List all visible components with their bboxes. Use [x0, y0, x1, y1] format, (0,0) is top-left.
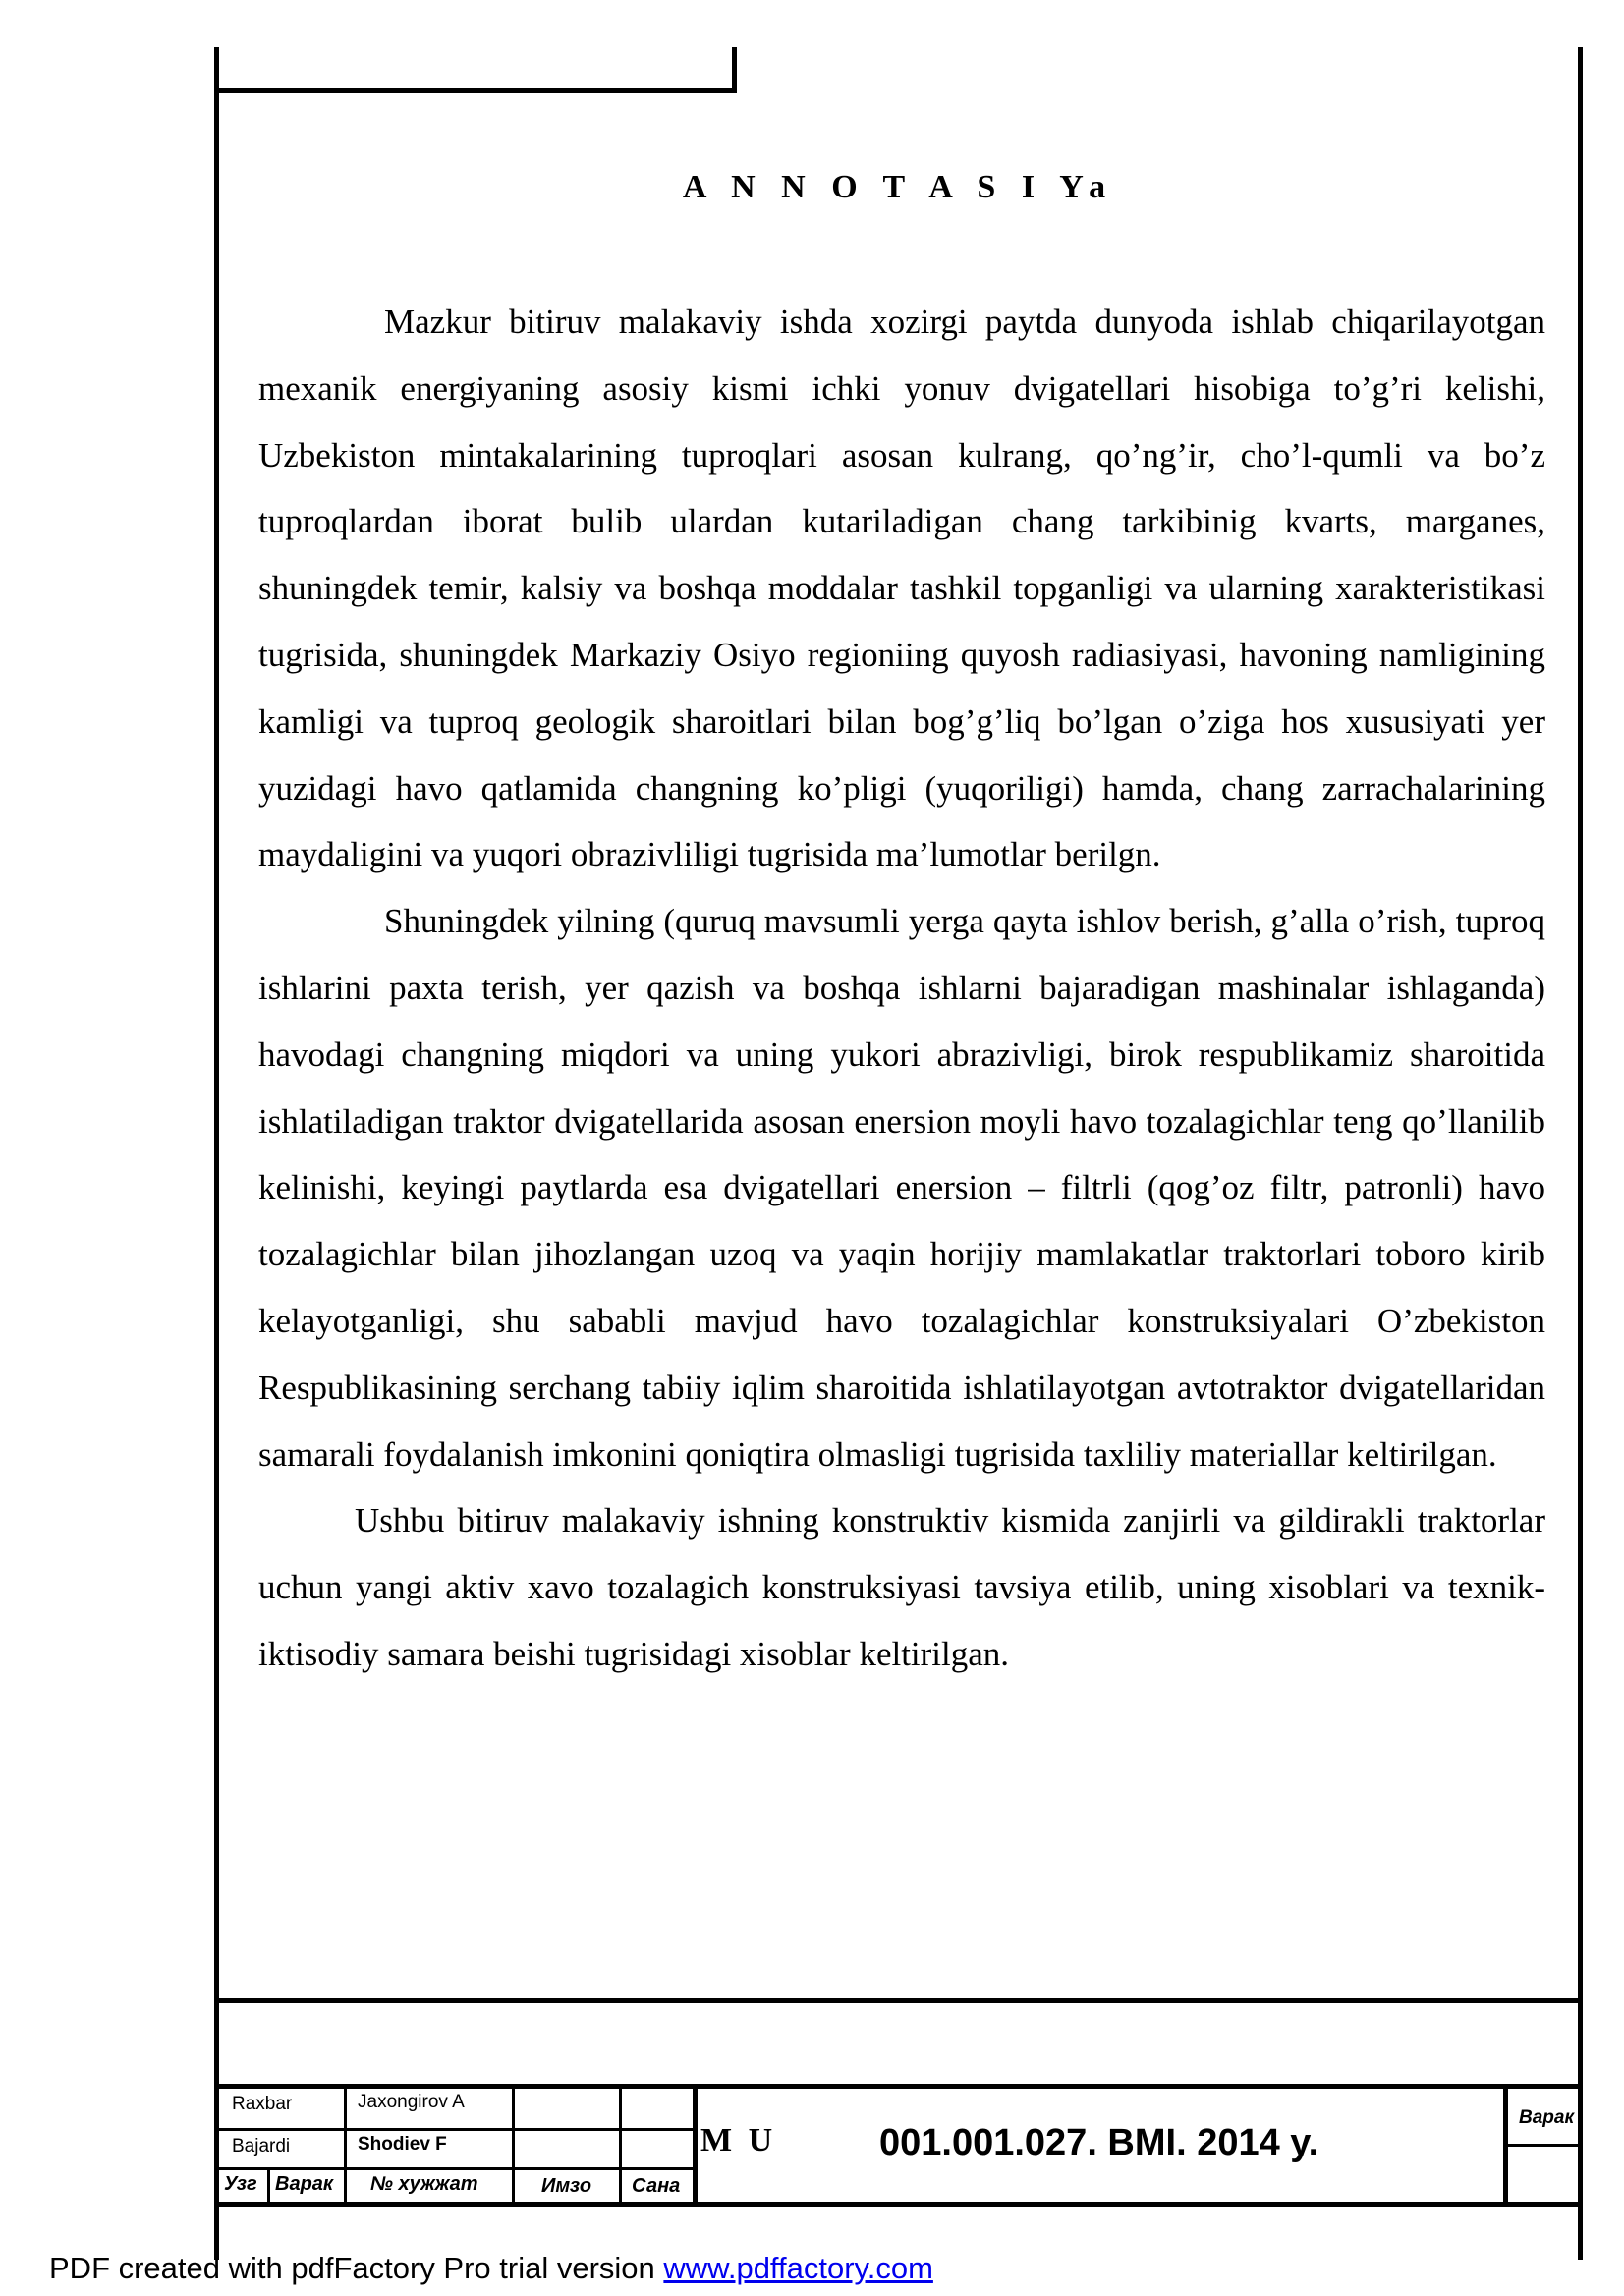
- annotation-body: [258, 289, 1545, 1688]
- pdf-footer-text: PDF created with pdfFactory Pro trial version: [49, 2251, 664, 2285]
- sheet-box-line: [1503, 2087, 1508, 2202]
- stamp-supervisor-name: Jaxongirov A: [358, 2092, 465, 2112]
- paragraph-1: Mazkur bitiruv malakaviy ishda xozirgi paytda dunyoda ishlab chiqarilayotgan mexanik energiyaning asosiy kismi ichki yonuv dvigatellari hisobiga to’g’ri kelishi, Uzbekiston mintakalarining tuproqlari asosan kulrang, qo’ng’ir, cho’l-qumli va bo’z tuproqlardan iborat bulib ulardan kutariladigan chang tarkibinig kvarts, marganes, shuningdek temir, kalsiy va boshqa moddalar tashkil topganligi va ularning xarakteristikasi tugrisida, shuningdek Markaziy Osiyo regioniing quyosh radiasiyasi, havoning namligining kamligi va tuproq geologik sharoitlari bilan bog’g’liq bo’lgan o’ziga hos xususiyati yer yuzidagi havo qatlamida changning ko’pligi (yuqoriligi) hamda, chang zarrachalarining maydaligini va yuqori obrazivliligi tugrisida ma’lumotlar berilgn.: [258, 303, 1545, 874]
- table-line: [219, 2167, 698, 2170]
- title-block-bottom-line: [214, 2202, 1583, 2207]
- stamp-supervisor-label: Raxbar: [232, 2094, 293, 2114]
- frame-corner-top: [214, 88, 737, 93]
- stamp-header-signature: Имзо: [541, 2175, 592, 2197]
- stamp-header-date: Сана: [632, 2175, 681, 2197]
- paragraph-3: Ushbu bitiruv malakaviy ishning konstruktiv kismida zanjirli va gildirakli traktorlar uchun yangi aktiv xavo tozalagich konstruksiyasi tavsiya etilib, uning xisoblari va texnik-iktisodiy samara beishi tugrisidagi xisoblar keltirilgan.: [258, 1501, 1545, 1673]
- document-code: 001.001.027. BMI. 2014 y.: [879, 2122, 1319, 2163]
- stamp-header-change: Узг: [224, 2173, 257, 2195]
- page-title: A N N O T A S I Ya: [682, 169, 1115, 205]
- table-line: [267, 2167, 270, 2202]
- stamp-mark: M U: [700, 2122, 777, 2158]
- pdf-footer: [49, 2251, 933, 2286]
- sheet-box-line: [1508, 2144, 1578, 2147]
- table-line: [344, 2087, 347, 2202]
- frame-corner-stub: [732, 47, 737, 93]
- table-line: [693, 2087, 698, 2202]
- pdf-footer-link[interactable]: www.pdffactory.com: [663, 2251, 933, 2285]
- frame-right-border: [1578, 47, 1583, 2260]
- paragraph-2: Shuningdek yilning (quruq mavsumli yerga qayta ishlov berish, g’alla o’rish, tuproq ishlarini paxta terish, yer qazish va boshqa ishlarni bajaradigan mashinalar ishlaganda) havodagi changning miqdori va uning yukori abrazivligi, birok respublikamiz sharoitida ishlatiladigan traktor dvigatellarida asosan enersion moyli havo tozalagichlar teng qo’llanilib kelinishi, keyingi paytlarda esa dvigatellari enersion – filtrli (qog’oz filtr, patronli) havo tozalagichlar bilan jihozlangan uzoq va yaqin horijiy mamlakatlar traktorlari toboro kirib kelayotganligi, shu sababli mavjud havo tozalagichlar konstruksiyalari O’zbekiston Respublikasining serchang tabiiy iqlim sharoitida ishlatilayotgan avtotraktor dvigatellaridan samarali foydalanish imkonini qoniqtira olmasligi tugrisida taxliliy materiallar keltirilgan.: [258, 902, 1545, 1474]
- stamp-author-label: Bajardi: [232, 2136, 291, 2156]
- frame-left-border: [214, 47, 219, 2260]
- stamp-author-name: Shodiev F: [358, 2134, 447, 2155]
- stamp-sheet-label: Варак: [1519, 2107, 1575, 2128]
- table-line: [512, 2087, 515, 2202]
- table-line: [219, 2128, 698, 2131]
- table-line: [619, 2087, 622, 2202]
- title-block-mid-line: [214, 2084, 1583, 2089]
- title-block-top-line: [214, 1998, 1583, 2003]
- stamp-header-sheet: Варак: [275, 2173, 334, 2195]
- stamp-header-document-no: № хужжат: [370, 2173, 478, 2195]
